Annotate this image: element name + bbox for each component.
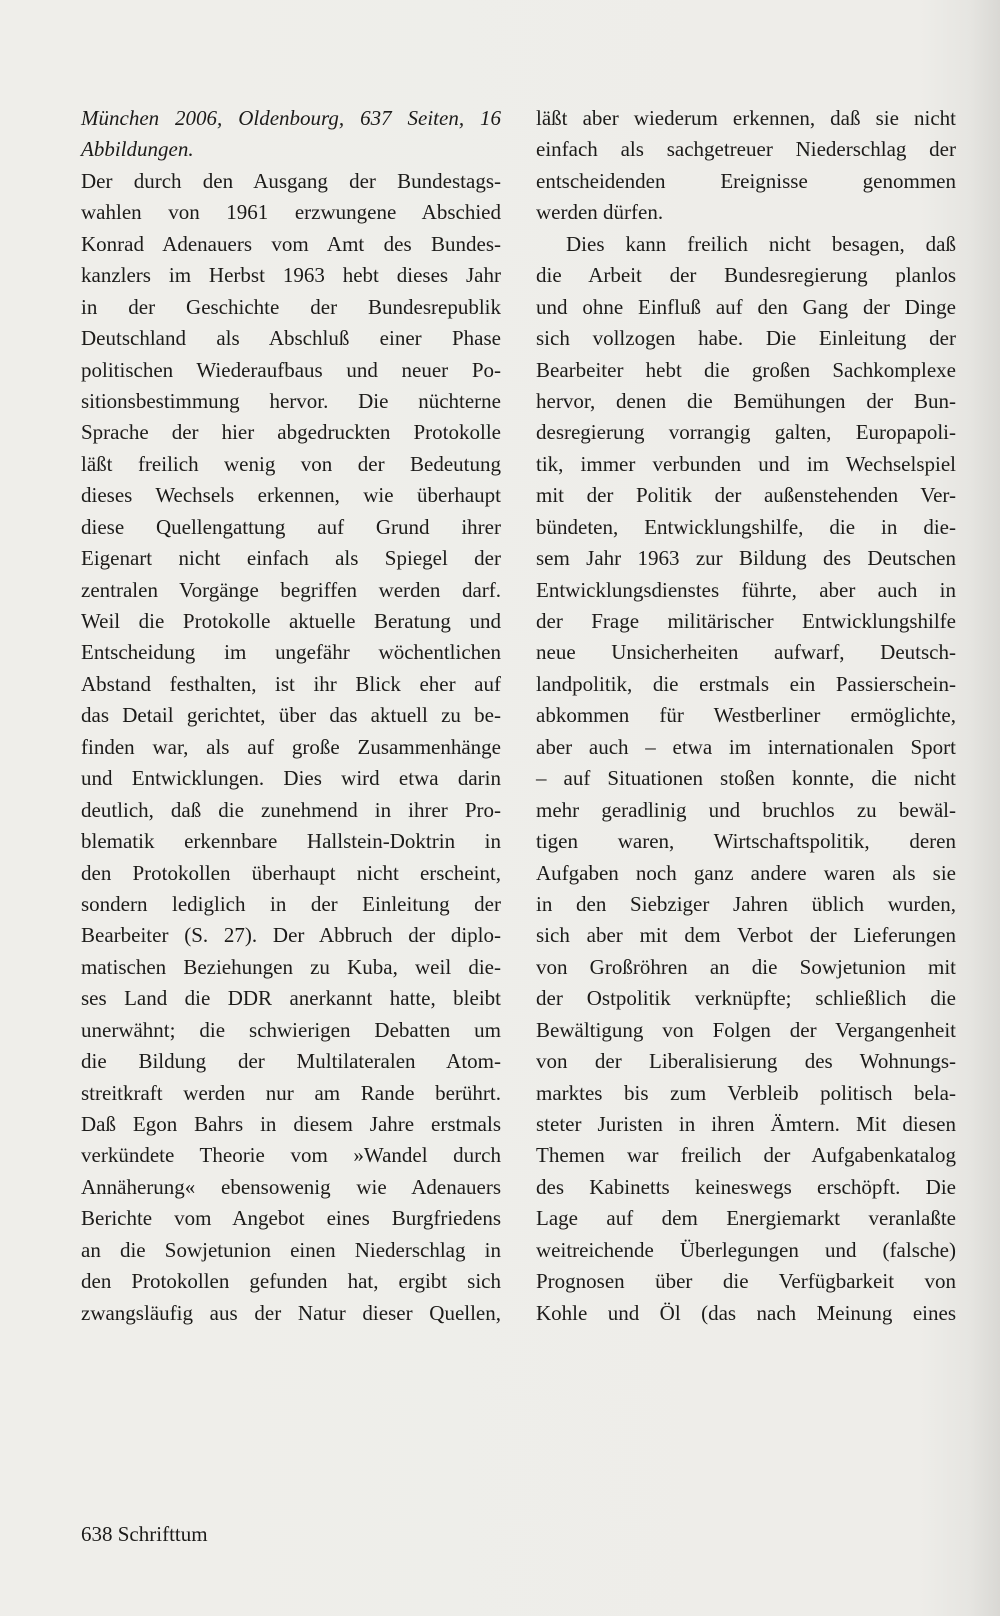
text-line: mehr geradlinig und bruchlos zu bewäl- [536,797,956,822]
text-line: an die Sowjetunion einen Niederschlag in [81,1237,501,1262]
text-line: Aufgaben noch ganz andere waren als sie [536,860,956,885]
text-line: Eigenart nicht einfach als Spiegel der [81,546,501,571]
text-line: ses Land die DDR anerkannt hatte, bleibt [81,986,501,1011]
text-line: hervor, denen die Bemühungen der Bun- [536,388,956,413]
text-line: in der Geschichte der Bundesrepublik [81,294,501,319]
text-line: das Detail gerichtet, über das aktuell zu be- [81,703,501,728]
text-line: kanzlers im Herbst 1963 hebt dieses Jahr [81,263,501,288]
text-line: unerwähnt; die schwierigen Debatten um [81,1017,501,1042]
text-line: neue Unsicherheiten aufwarf, Deutsch- [536,640,956,665]
text-line: Prognosen über die Verfügbarkeit von [536,1269,956,1294]
text-line: sitionsbestimmung hervor. Die nüchterne [81,388,501,413]
text-line: tigen waren, Wirtschaftspolitik, deren [536,829,956,854]
text-line: wahlen von 1961 erzwungene Abschied [81,200,501,225]
text-line: läßt aber wiederum erkennen, daß sie nicht [536,106,956,130]
text-line: sem Jahr 1963 zur Bildung des Deutschen [536,546,956,571]
text-line: politischen Wiederaufbaus und neuer Po- [81,357,501,382]
text-line: der Frage militärischer Entwicklungshilfe [536,609,956,633]
text-line: deutlich, daß die zunehmend in ihrer Pro- [81,797,501,822]
text-line: sich aber mit dem Verbot der Lieferungen [536,923,956,948]
text-line: Weil die Protokolle aktuelle Beratung und [81,609,501,633]
text-line: und Entwicklungen. Dies wird etwa darin [81,766,501,791]
text-line: einfach als sachgetreuer Niederschlag der [536,137,956,162]
text-line: tik, immer verbunden und im Wechselspiel [536,451,956,476]
text-line: zentralen Vorgänge begriffen werden darf. [81,577,501,602]
text-line: Deutschland als Abschluß einer Phase [81,326,501,351]
text-line: des Kabinetts keineswegs erschöpft. Die [536,1174,956,1199]
text-line: verkündete Theorie vom »Wandel durch [81,1143,501,1168]
text-line: desregierung vorrangig galten, Europapoli- [536,420,956,445]
text-line: werden dürfen. [536,200,664,225]
text-line: Kohle und Öl (das nach Meinung eines [536,1300,956,1325]
text-line: Abstand festhalten, ist ihr Blick eher auf [81,671,501,696]
text-line: Dies kann freilich nicht besagen, daß [566,231,956,256]
text-line: Themen war freilich der Aufgabenkatalog [536,1143,956,1168]
text-line: der Ostpolitik verknüpfte; schließlich die [536,986,956,1011]
citation-line: Abbildungen. [81,137,194,162]
text-line: diese Quellengattung auf Grund ihrer [81,514,501,539]
text-line: läßt freilich wenig von der Bedeutung [81,451,501,476]
running-head: Schrifttum [117,1522,208,1546]
text-line: entscheidenden Ereignisse genommen [536,168,956,193]
text-line: Entscheidung im ungefähr wöchentlichen [81,640,501,665]
citation-line: München 2006, Oldenbourg, 637 Seiten, 16 [81,106,501,130]
text-line: weitreichende Überlegungen und (falsche) [536,1237,956,1262]
text-line: Bearbeiter (S. 27). Der Abbruch der diplo- [81,923,501,948]
text-line: Lage auf dem Energiemarkt veranlaßte [536,1206,956,1231]
text-line: die Arbeit der Bundesregierung planlos [536,263,956,288]
text-line: in den Siebziger Jahren üblich wurden, [536,891,956,916]
text-line: zwangsläufig aus der Natur dieser Quellen, [81,1300,501,1325]
text-line: von der Liberalisierung des Wohnungs- [536,1049,956,1074]
left-column [81,103,501,1329]
text-line: den Protokollen überhaupt nicht erscheint, [81,860,501,885]
text-line: und ohne Einfluß auf den Gang der Dinge [536,294,956,319]
page-number: 638 [81,1522,113,1546]
text-line: landpolitik, die erstmals ein Passierschein- [536,671,956,696]
text-line: abkommen für Westberliner ermöglichte, [536,703,956,728]
text-line: von Großröhren an die Sowjetunion mit [536,954,956,979]
text-line: sondern lediglich in der Einleitung der [81,891,501,916]
text-line: mit der Politik der außenstehenden Ver- [536,483,956,508]
text-line: Entwicklungsdienstes führte, aber auch in [536,577,956,602]
text-line: Annäherung« ebensowenig wie Adenauers [81,1174,501,1199]
text-line: dieses Wechsels erkennen, wie überhaupt [81,483,501,508]
right-column [536,103,956,1329]
text-line: Daß Egon Bahrs in diesem Jahre erstmals [81,1112,501,1136]
text-line: Konrad Adenauers vom Amt des Bundes- [81,231,501,256]
text-line: den Protokollen gefunden hat, ergibt sich [81,1269,501,1294]
text-line: matischen Beziehungen zu Kuba, weil die- [81,954,501,979]
text-line: Bewältigung von Folgen der Vergangenheit [536,1017,956,1042]
text-line: Bearbeiter hebt die großen Sachkomplexe [536,357,956,382]
text-line: die Bildung der Multilateralen Atom- [81,1049,501,1074]
text-line: marktes bis zum Verbleib politisch bela- [536,1080,956,1105]
text-line: blematik erkennbare Hallstein-Doktrin in [81,829,501,854]
text-line: – auf Situationen stoßen konnte, die nicht [536,766,956,791]
text-line: steter Juristen in ihren Ämtern. Mit diesen [536,1112,956,1136]
text-line: bündeten, Entwicklungshilfe, die in die- [536,514,956,539]
text-line: aber auch – etwa im internationalen Sport [536,734,956,759]
text-line: finden war, als auf große Zusammenhänge [81,734,501,759]
text-line: streitkraft werden nur am Rande berührt. [81,1080,501,1105]
text-line: Sprache der hier abgedruckten Protokolle [81,420,501,445]
page-footer [81,1520,208,1548]
text-line: Der durch den Ausgang der Bundestags- [81,168,501,193]
text-line: sich vollzogen habe. Die Einleitung der [536,326,956,351]
text-line: Berichte vom Angebot eines Burgfriedens [81,1206,501,1231]
